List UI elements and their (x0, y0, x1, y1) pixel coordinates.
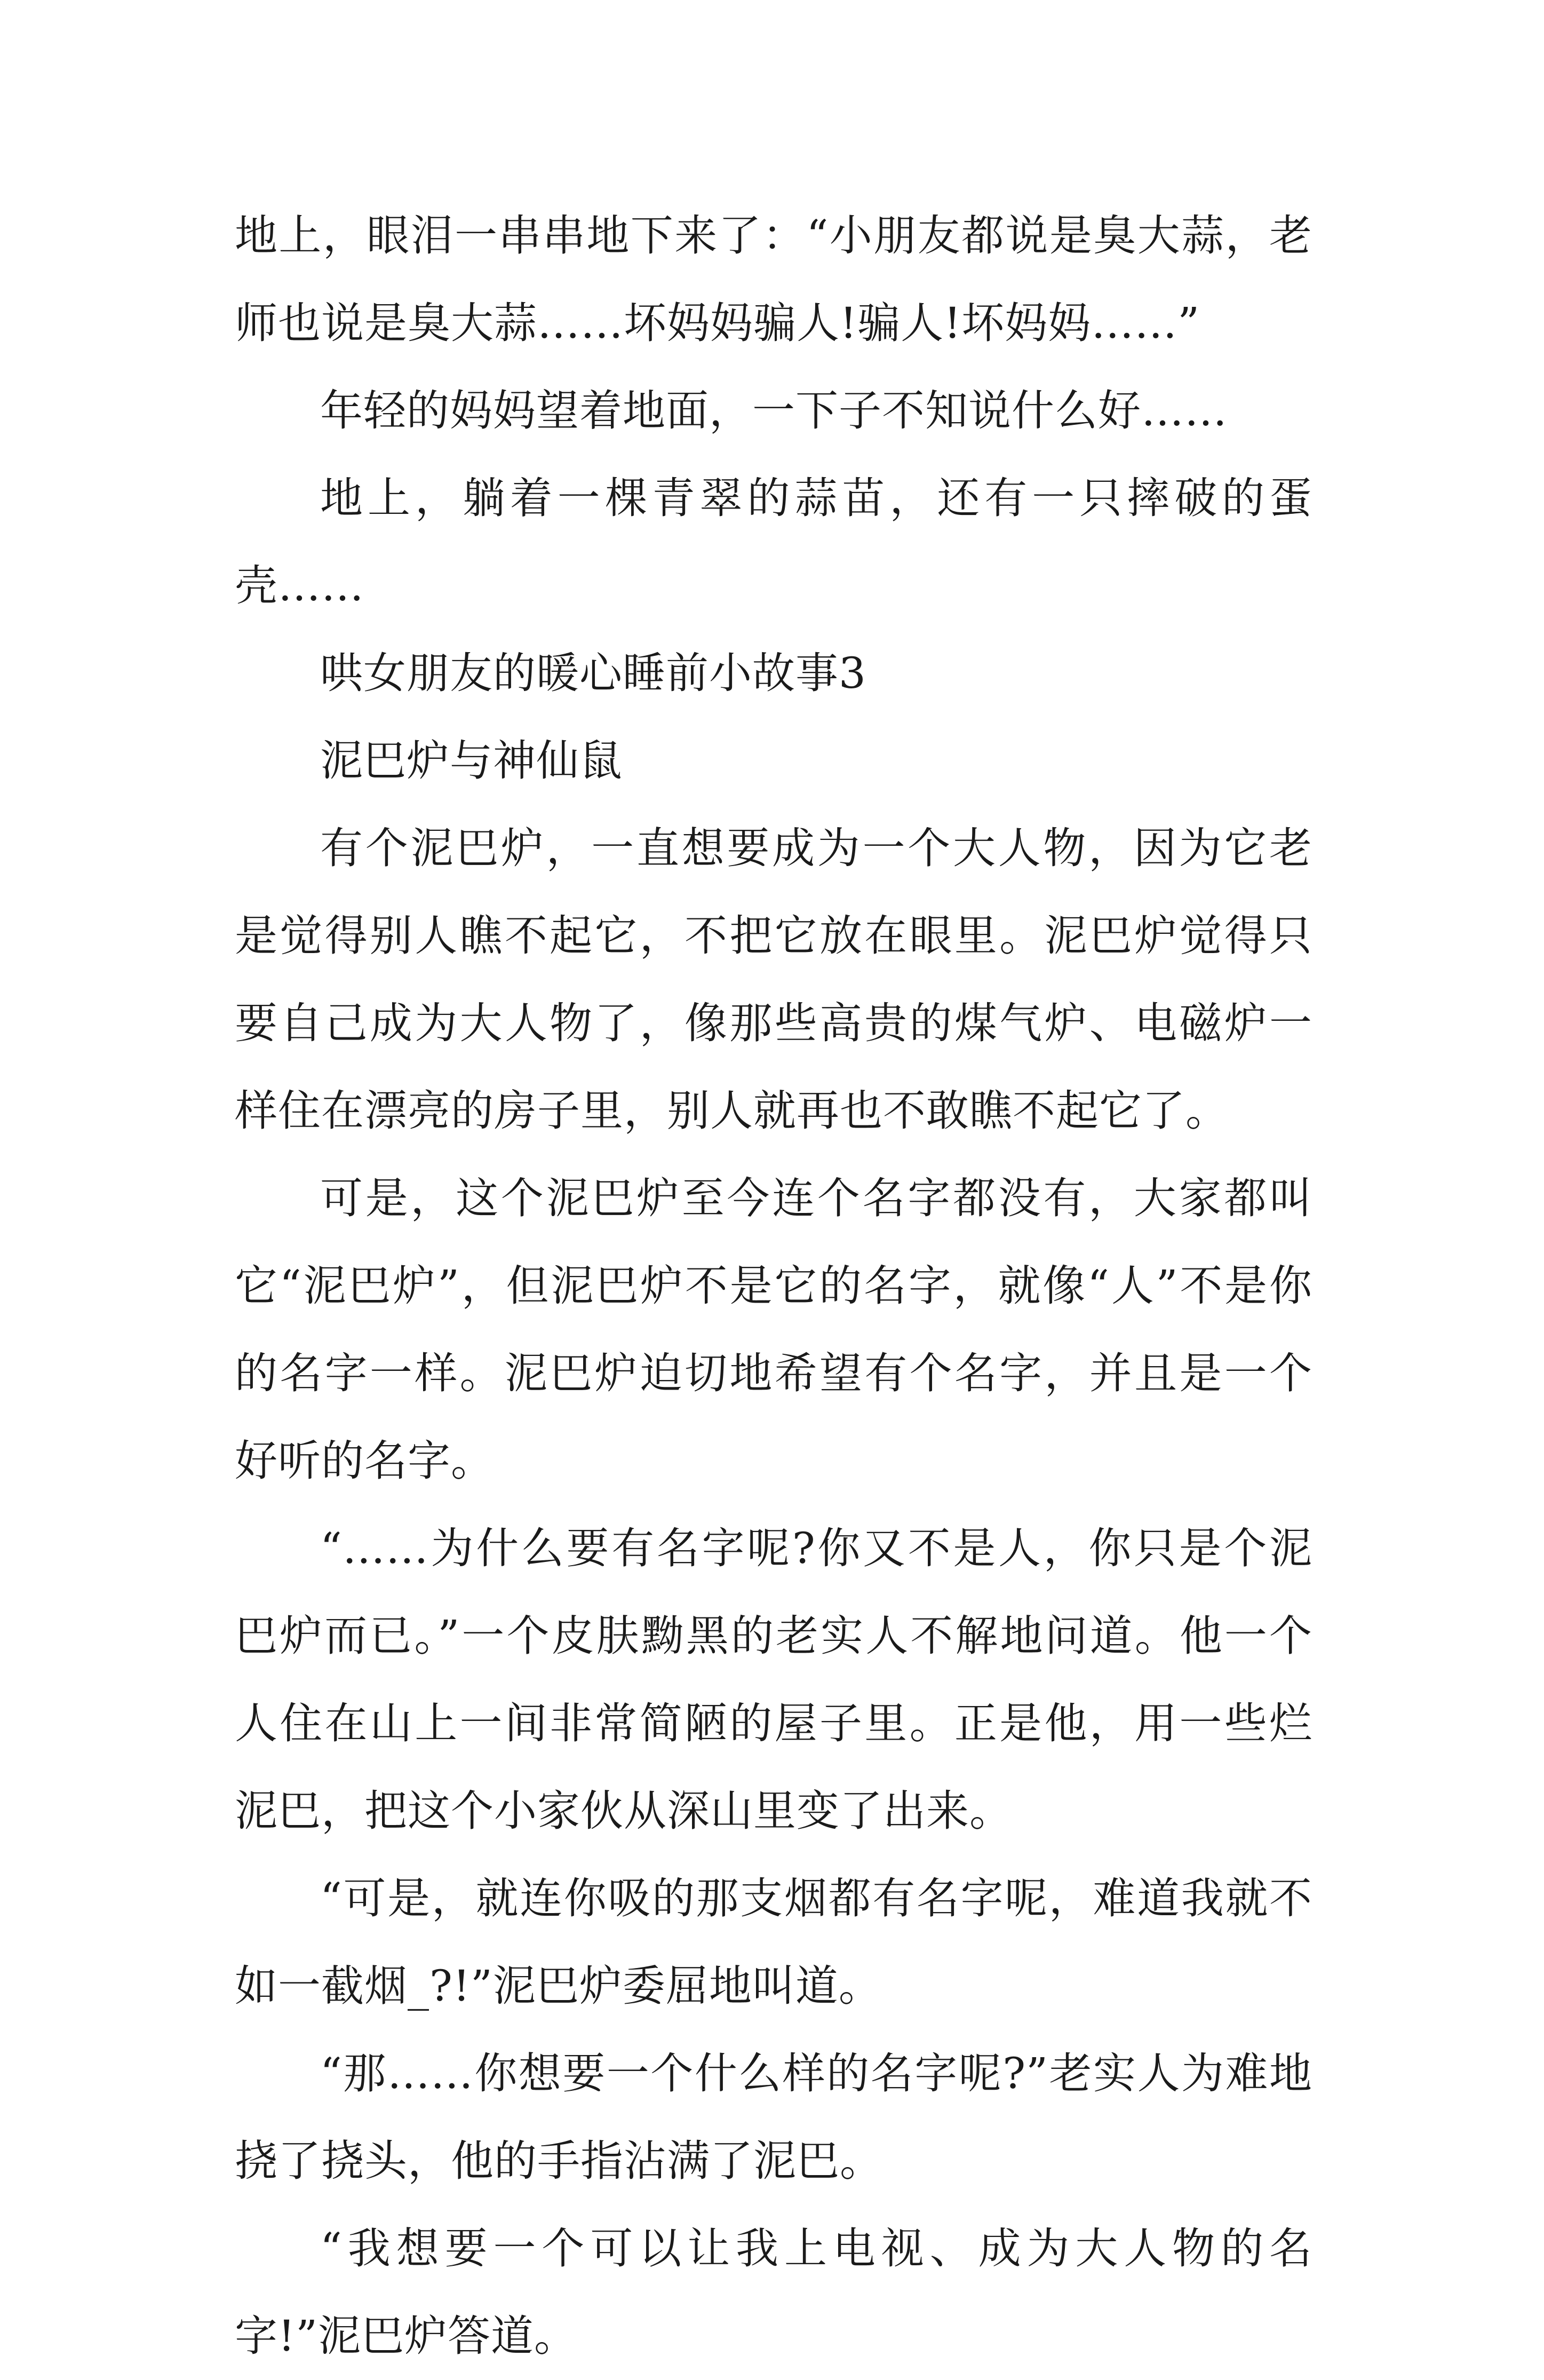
paragraph-9: “可是，就连你吸的那支烟都有名字呢，难道我就不如一截烟_?!”泥巴炉委屈地叫道。 (235, 1874, 1312, 2011)
paragraph-11: “我想要一个可以让我上电视、成为大人物的名字!”泥巴炉答道。 (235, 2224, 1312, 2361)
story-title: 泥巴炉与神仙鼠 (320, 736, 623, 786)
paragraph-1: 地上，眼泪一串串地下来了：“小朋友都说是臭大蒜，老师也说是臭大蒜……坏妈妈骗人!骗人!坏妈妈……” (235, 211, 1312, 348)
paragraph-2: 年轻的妈妈望着地面，一下子不知说什么好…… (320, 386, 1228, 435)
section-heading: 哄女朋友的暖心睡前小故事3 (320, 648, 866, 698)
paragraph-3: 地上，躺着一棵青翠的蒜苗，还有一只摔破的蛋壳…… (235, 473, 1312, 610)
paragraph-8: “……为什么要有名字呢?你又不是人，你只是个泥巴炉而已。”一个皮肤黝黑的老实人不解地问道。他一个人住在山上一间非常简陋的屋子里。正是他，用一些烂泥巴，把这个小家伙从深山里变了出来。 (235, 1524, 1312, 1836)
document-page (235, 192, 1312, 2380)
paragraph-6: 有个泥巴炉，一直想要成为一个大人物，因为它老是觉得别人瞧不起它，不把它放在眼里。泥巴炉觉得只要自己成为大人物了，像那些高贵的煤气炉、电磁炉一样住在漂亮的房子里，别人就再也不敢瞧不起它了。 (235, 823, 1312, 1136)
paragraph-10: “那……你想要一个什么样的名字呢?”老实人为难地挠了挠头，他的手指沾满了泥巴。 (235, 2049, 1312, 2186)
paragraph-7: 可是，这个泥巴炉至今连个名字都没有，大家都叫它“泥巴炉”，但泥巴炉不是它的名字，就像“人”不是你的名字一样。泥巴炉迫切地希望有个名字，并且是一个好听的名字。 (235, 1173, 1312, 1486)
